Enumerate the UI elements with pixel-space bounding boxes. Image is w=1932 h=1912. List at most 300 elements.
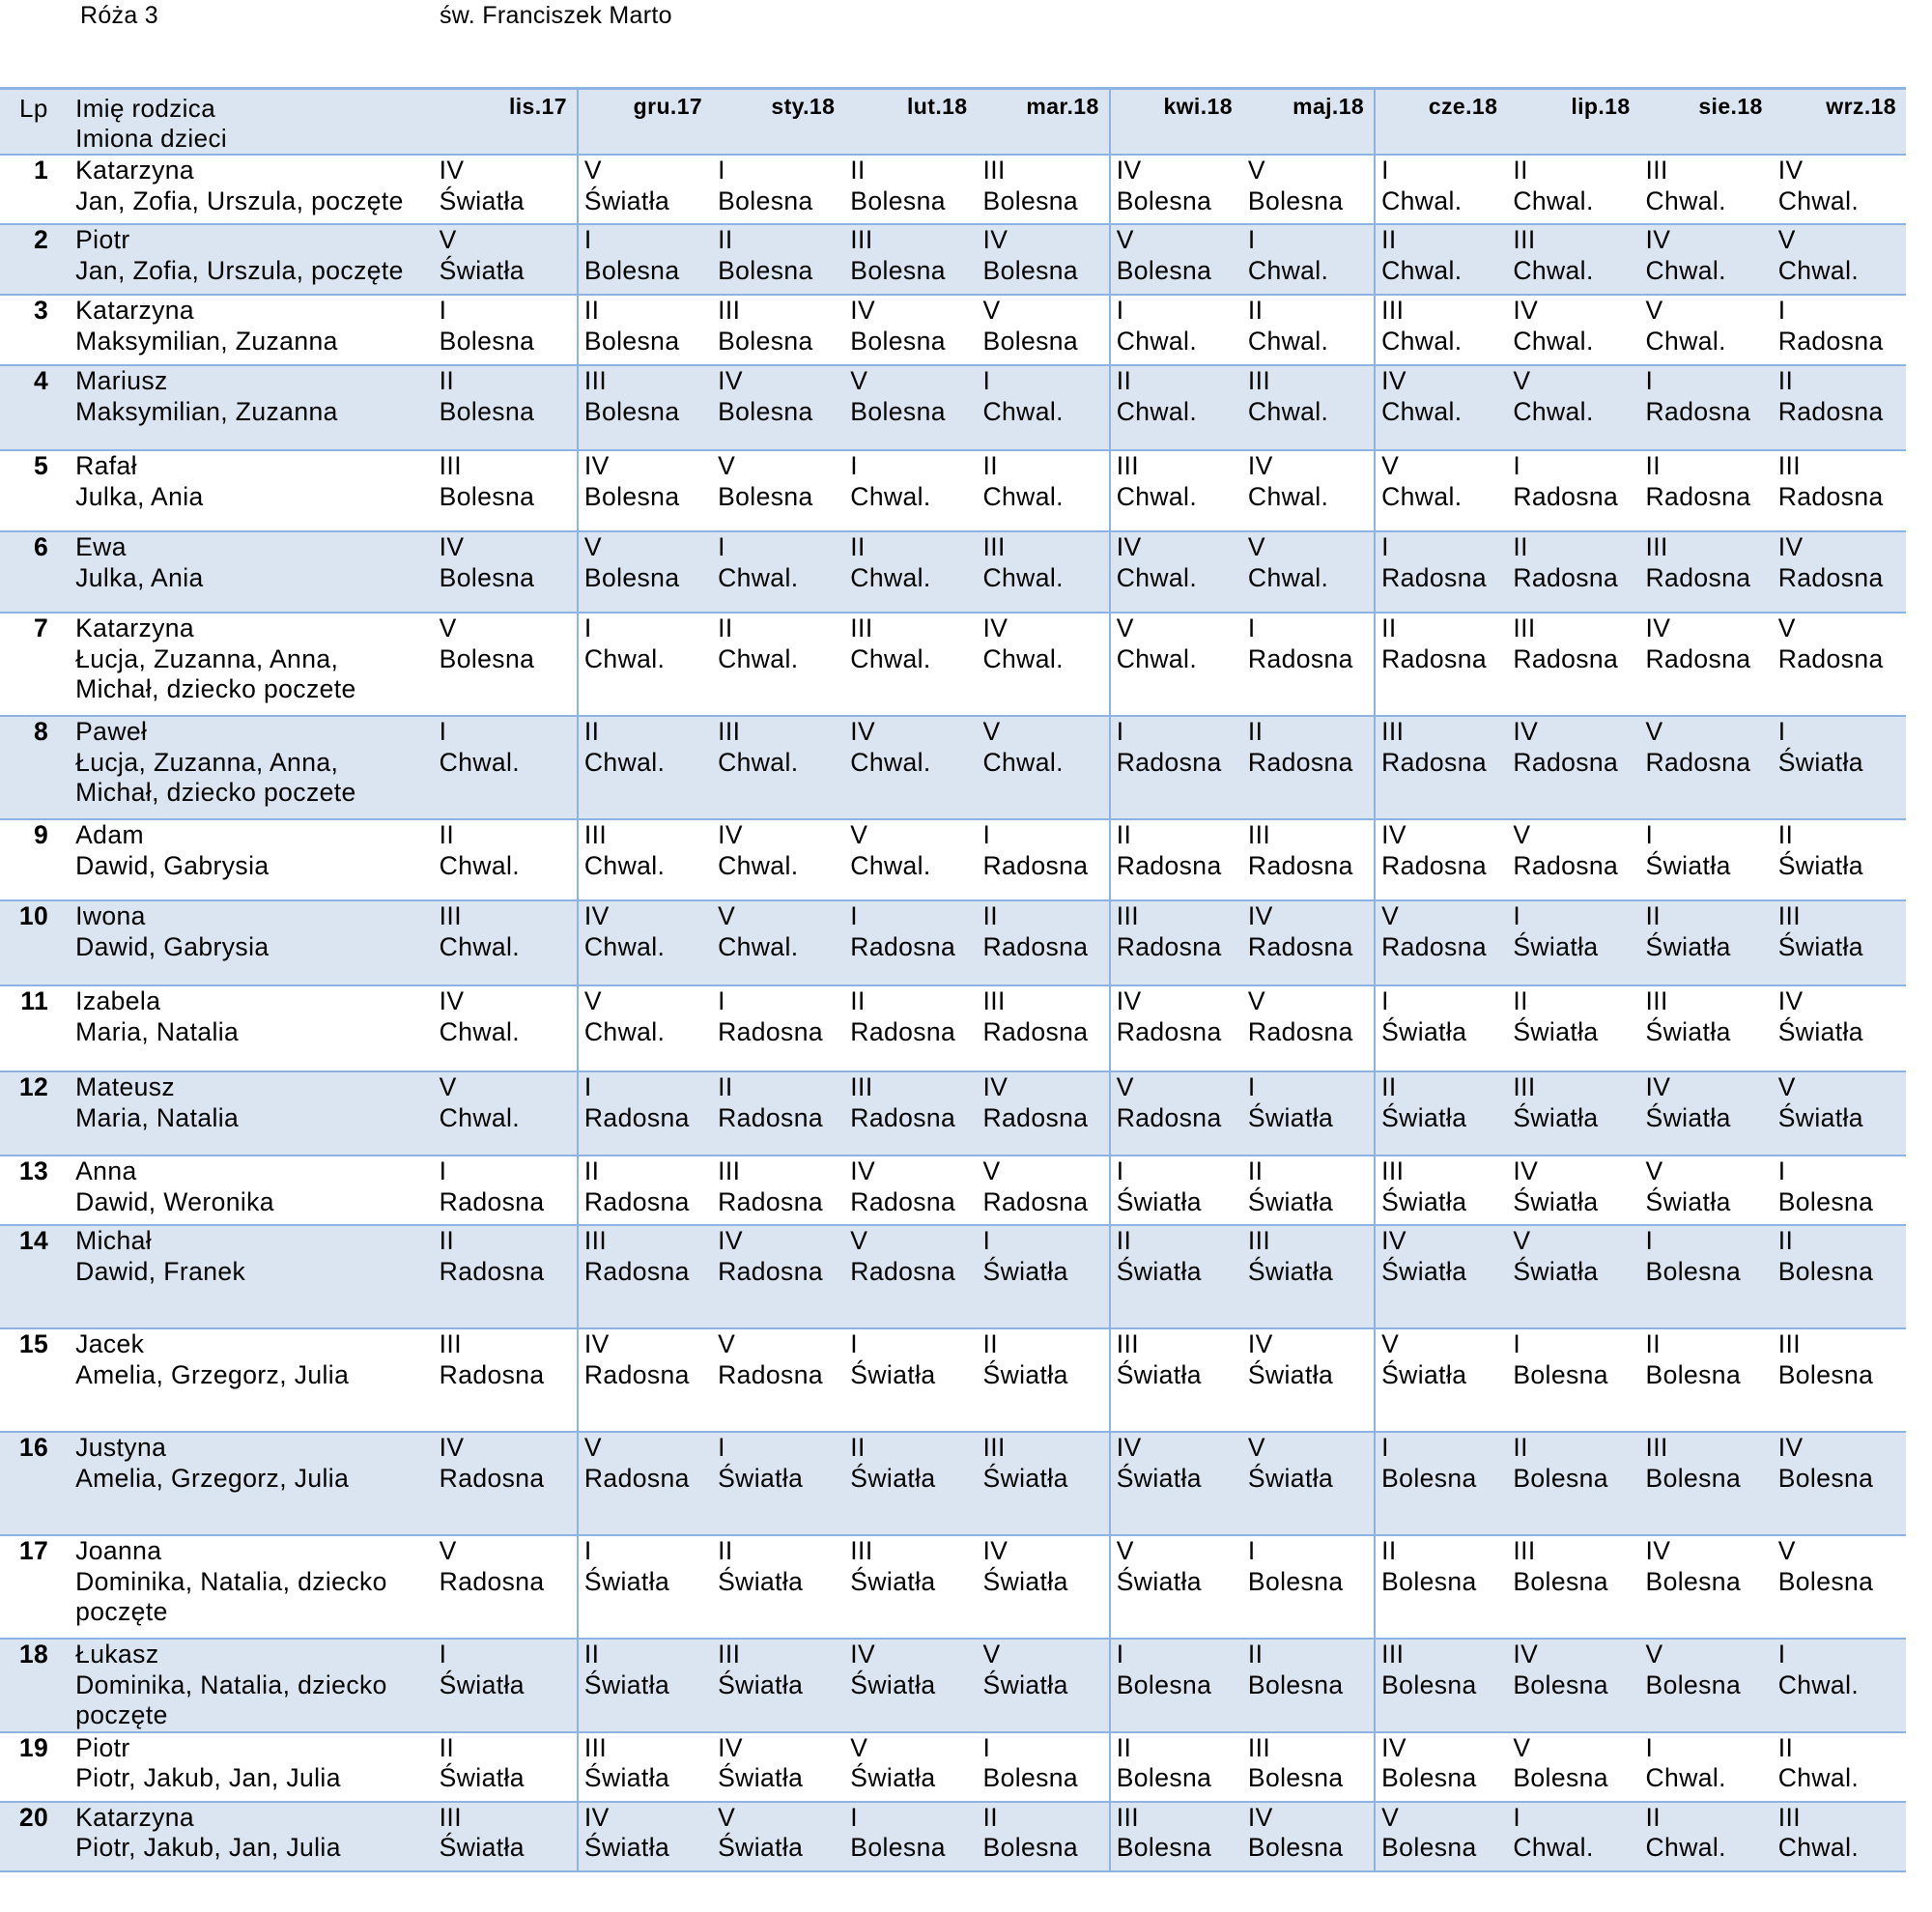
mystery-number: III [1116,901,1139,930]
mystery-number: II [1645,901,1662,930]
parent-name: Piotr [75,1732,130,1762]
mystery-cell [978,1432,1110,1535]
mystery-part: Bolesna [1777,1256,1874,1286]
mystery-number: V [718,901,736,930]
mystery-part: Radosna [583,1186,690,1216]
row-number: 8 [33,717,49,746]
mystery-number: V [439,1536,457,1565]
mystery-part: Radosna [718,1256,823,1286]
mystery-part: Chwal. [1777,1833,1860,1862]
mystery-cell [844,819,977,900]
mystery-number: V [1645,296,1663,325]
parent-name: Katarzyna [75,1802,195,1832]
month-header: lip.18 [1571,94,1631,119]
month-header: sie.18 [1698,94,1763,119]
mystery-part: Chwal. [718,562,799,592]
mystery-part: Światła [850,1763,936,1792]
mystery-number: I [1381,1433,1389,1462]
mystery-cell [578,295,712,365]
children-names: Amelia, Grzegorz, Julia [75,1463,350,1493]
mystery-cell [1773,1432,1906,1535]
mystery-part: Światła [1116,1186,1202,1216]
mystery-cell [578,1639,712,1732]
mystery-cell [1242,1071,1375,1156]
mystery-number: III [982,1433,1006,1462]
mystery-cell [434,531,578,613]
mystery-part: Światła [718,1463,804,1493]
mystery-number: I [583,1536,592,1565]
mystery-number: IV [1247,1802,1273,1832]
mystery-cell [1375,900,1507,985]
children-names: Maksymilian, Zuzanna [75,396,338,426]
mystery-cell [978,1225,1110,1328]
mystery-number: II [850,1433,866,1462]
mystery-number: IV [1645,614,1671,642]
mystery-part: Radosna [1777,396,1884,426]
mystery-part: Światła [1777,1102,1863,1132]
mystery-number: II [850,986,866,1015]
mystery-part: Radosna [1116,850,1222,880]
mystery-cell [1110,450,1242,531]
mystery-cell [434,1639,578,1732]
mystery-cell [434,1071,578,1156]
mystery-number: IV [982,225,1009,254]
mystery-number: V [1116,1536,1134,1565]
mystery-part: Radosna [583,1256,690,1286]
mystery-part: Chwal. [1645,326,1726,356]
mystery-cell [978,613,1110,716]
table-row [0,716,1906,819]
mystery-number: V [1777,614,1796,642]
table-row [0,1639,1906,1732]
children-names: Michał, dziecko poczete [75,778,356,807]
mystery-cell [1773,224,1906,295]
mystery-part: Światła [718,1763,804,1792]
mystery-part: Chwal. [850,643,931,673]
mystery-part: Bolesna [982,1763,1079,1792]
mystery-part: Światła [1513,1102,1599,1132]
mystery-cell [844,1225,977,1328]
mystery-number: IV [718,1226,743,1255]
mystery-number: II [1645,451,1662,480]
mystery-number: II [583,296,600,325]
mystery-part: Światła [1645,931,1731,961]
mystery-cell [1640,295,1773,365]
parent-name: Anna [75,1156,137,1185]
mystery-number: I [583,614,592,642]
mystery-part: Bolesna [1247,1566,1344,1596]
mystery-part: Światła [850,1463,936,1493]
mystery-number: IV [1777,532,1804,561]
mystery-number: II [1513,156,1528,185]
mystery-part: Radosna [1381,850,1487,880]
mystery-part: Światła [1777,931,1863,961]
mystery-number: III [1247,1732,1271,1762]
mystery-number: II [982,1802,999,1832]
mystery-cell [1375,365,1507,450]
mystery-cell [1242,1802,1375,1871]
mystery-number: I [1116,296,1124,325]
mystery-part: Światła [439,1763,525,1792]
mystery-cell [1640,224,1773,295]
mystery-part: Radosna [850,1256,956,1286]
mystery-number: I [439,717,447,746]
mystery-number: I [850,451,859,480]
children-names: poczęte [75,1700,168,1729]
mystery-number: V [1381,901,1400,930]
mystery-cell [1110,155,1242,224]
mystery-part: Chwal. [1513,326,1594,356]
children-names: Piotr, Jakub, Jan, Julia [75,1833,341,1862]
mystery-number: V [439,614,457,642]
mystery-cell [978,900,1110,985]
names-cell [73,1639,434,1732]
mystery-cell [578,1328,712,1432]
mystery-cell [434,1535,578,1639]
mystery-cell [434,1802,578,1871]
mystery-number: IV [1381,366,1406,395]
mystery-part: Radosna [850,1102,956,1132]
mystery-part: Radosna [1247,850,1353,880]
mystery-part: Radosna [1381,931,1487,961]
mystery-number: III [1247,366,1271,395]
mystery-cell [1110,613,1242,716]
row-number: 13 [18,1156,49,1185]
parent-header: Imię rodzica [75,94,216,123]
mystery-part: Światła [1381,1256,1467,1286]
mystery-number: II [1247,717,1264,746]
mystery-cell [712,1432,844,1535]
mystery-part: Światła [583,1833,670,1862]
mystery-cell [844,365,977,450]
mystery-number: II [850,532,866,561]
mystery-number: IV [439,1433,465,1462]
mystery-part: Chwal. [1777,1763,1860,1792]
mystery-part: Chwal. [1247,326,1329,356]
parent-name: Joanna [75,1536,162,1565]
mystery-number: II [1381,614,1397,642]
names-cell [73,1071,434,1156]
mystery-number: III [982,532,1006,561]
mystery-cell [844,155,977,224]
table-row [0,1071,1906,1156]
mystery-part: Radosna [583,1359,690,1389]
mystery-cell [978,1328,1110,1432]
mystery-part: Bolesna [850,396,946,426]
mystery-number: II [1247,1156,1264,1185]
mystery-number: III [718,1640,741,1669]
mystery-part: Chwal. [439,1102,521,1132]
mystery-cell [978,1535,1110,1639]
children-names: Łucja, Zuzanna, Anna, [75,643,339,673]
mystery-part: Światła [1381,1102,1467,1132]
names-cell [73,985,434,1071]
parent-name: Piotr [75,225,130,254]
row-number: 17 [18,1536,49,1565]
mystery-number: IV [1513,717,1539,746]
children-header: Imiona dzieci [75,124,228,153]
mystery-number: IV [1381,1732,1406,1762]
mystery-part: Chwal. [1777,1669,1860,1699]
month-header: maj.18 [1293,94,1365,119]
mystery-cell [712,531,844,613]
mystery-cell [1375,1732,1507,1802]
mystery-cell [1773,716,1906,819]
children-names: Piotr, Jakub, Jan, Julia [75,1763,341,1792]
mystery-number: III [583,1226,608,1255]
mystery-cell [1507,365,1639,450]
mystery-part: Radosna [718,1016,823,1046]
mystery-number: IV [1777,156,1804,185]
mystery-cell [844,716,977,819]
mystery-number: I [1645,820,1654,849]
mystery-part: Radosna [718,1359,823,1389]
mystery-cell [1773,531,1906,613]
mystery-cell [1507,900,1639,985]
mystery-number: IV [1247,1329,1273,1358]
mystery-cell [1640,365,1773,450]
mystery-part: Światła [1247,1256,1334,1286]
mystery-number: V [1645,1640,1663,1669]
mystery-cell [1110,1225,1242,1328]
mystery-number: III [1777,1329,1802,1358]
mystery-part: Bolesna [982,255,1079,285]
mystery-part: Bolesna [1381,1669,1477,1699]
mystery-number: III [1247,820,1271,849]
mystery-part: Chwal. [850,747,931,777]
row-number: 6 [33,532,49,561]
mystery-number: IV [1513,1640,1539,1669]
mystery-number: III [439,1329,462,1358]
mystery-part: Bolesna [583,562,680,592]
mystery-part: Bolesna [718,396,813,426]
mystery-part: Bolesna [1381,1566,1477,1596]
mystery-number: IV [718,1732,743,1762]
mystery-number: I [1116,1640,1124,1669]
mystery-cell [1640,531,1773,613]
mystery-part: Radosna [1116,931,1222,961]
mystery-part: Radosna [439,1359,545,1389]
names-cell [73,224,434,295]
mystery-cell [1375,613,1507,716]
mystery-part: Chwal. [850,850,931,880]
row-number: 2 [33,225,49,254]
mystery-part: Radosna [850,931,956,961]
mystery-part: Chwal. [718,931,799,961]
mystery-part: Bolesna [1247,1833,1344,1862]
mystery-cell [978,1802,1110,1871]
parent-name: Jacek [75,1329,145,1358]
names-cell [73,1225,434,1328]
mystery-number: V [1116,614,1134,642]
mystery-number: V [1381,1802,1400,1832]
rose-label: Róża 3 [80,2,159,29]
mystery-cell [1773,1328,1906,1432]
mystery-part: Bolesna [1381,1833,1477,1862]
row-number: 11 [20,986,49,1015]
mystery-cell [1507,613,1639,716]
row-number: 14 [18,1226,49,1255]
mystery-cell [1375,985,1507,1071]
mystery-number: III [439,1802,462,1832]
mystery-number: II [850,156,866,185]
mystery-cell [1640,985,1773,1071]
mystery-part: Chwal. [583,643,666,673]
mystery-number: I [982,366,991,395]
mystery-number: I [1381,156,1389,185]
row-number: 5 [33,451,49,480]
mystery-part: Bolesna [1513,1669,1608,1699]
table-row [0,1535,1906,1639]
mystery-number: IV [1116,156,1142,185]
mystery-part: Radosna [982,850,1089,880]
mystery-cell [1375,1535,1507,1639]
month-header: wrz.18 [1826,94,1896,119]
mystery-part: Światła [583,1669,670,1699]
mystery-number: V [982,717,1001,746]
mystery-number: III [1513,225,1536,254]
children-names: Julka, Ania [75,562,204,592]
mystery-cell [578,613,712,716]
month-header: sty.18 [771,94,836,119]
mystery-number: IV [982,1536,1009,1565]
mystery-number: II [583,717,600,746]
mystery-number: V [850,1732,868,1762]
mystery-cell [578,1732,712,1802]
names-cell [73,613,434,716]
mystery-part: Chwal. [439,931,521,961]
mystery-number: III [982,156,1006,185]
mystery-number: I [1247,1536,1256,1565]
mystery-cell [1110,531,1242,613]
mystery-number: IV [1247,901,1273,930]
mystery-cell [434,155,578,224]
mystery-number: III [718,717,741,746]
mystery-number: III [1513,1536,1536,1565]
mystery-cell [1640,1802,1773,1871]
mystery-number: II [1116,1226,1132,1255]
mystery-part: Chwal. [1247,562,1329,592]
table-row [0,819,1906,900]
mystery-cell [712,1071,844,1156]
names-cell [73,1156,434,1225]
mystery-number: V [718,1329,736,1358]
mystery-cell [1507,1639,1639,1732]
table-row [0,224,1906,295]
mystery-part: Bolesna [1116,1763,1212,1792]
mystery-number: IV [850,717,876,746]
mystery-cell [1242,1328,1375,1432]
mystery-number: V [583,532,602,561]
mystery-number: II [982,901,999,930]
mystery-part: Światła [1247,1359,1334,1389]
mystery-part: Światła [1381,1359,1467,1389]
mystery-number: I [1513,1329,1521,1358]
mystery-part: Chwal. [1116,481,1198,511]
mystery-part: Chwal. [1247,396,1329,426]
mystery-number: II [1381,225,1397,254]
parent-name: Paweł [75,717,148,746]
mystery-part: Bolesna [1645,1566,1742,1596]
mystery-cell [844,985,977,1071]
mystery-number: IV [439,532,465,561]
children-names: Jan, Zofia, Urszula, poczęte [75,255,404,285]
mystery-number: IV [1381,1226,1406,1255]
mystery-part: Światła [718,1669,804,1699]
mystery-number: III [583,820,608,849]
mystery-part: Bolesna [1116,255,1212,285]
mystery-part: Chwal. [583,931,666,961]
mystery-cell [1375,155,1507,224]
mystery-number: IV [583,1329,610,1358]
mystery-cell [1507,1156,1639,1225]
mystery-number: I [1645,366,1654,395]
mystery-part: Bolesna [982,185,1079,215]
mystery-number: II [1116,366,1132,395]
parent-name: Michał [75,1226,153,1255]
mystery-cell [1242,450,1375,531]
mystery-part: Światła [850,1669,936,1699]
mystery-part: Chwal. [982,747,1064,777]
mystery-cell [844,900,977,985]
mystery-number: II [718,225,733,254]
mystery-part: Światła [850,1359,936,1389]
mystery-part: Radosna [1247,643,1353,673]
mystery-cell [1110,1732,1242,1802]
row-number: 20 [18,1802,49,1832]
mystery-number: V [1116,1072,1134,1101]
mystery-cell [978,1071,1110,1156]
mystery-cell [1507,1225,1639,1328]
mystery-part: Światła [1645,1016,1731,1046]
mystery-part: Radosna [1513,850,1619,880]
mystery-number: I [718,532,725,561]
mystery-part: Światła [1116,1359,1202,1389]
mystery-part: Bolesna [439,396,535,426]
mystery-cell [978,1156,1110,1225]
mystery-number: II [1645,1802,1662,1832]
mystery-number: I [1777,1640,1786,1669]
mystery-cell [578,1156,712,1225]
mystery-part: Światła [1247,1463,1334,1493]
mystery-part: Światła [718,1833,804,1862]
parent-name: Katarzyna [75,614,195,642]
mystery-cell [434,819,578,900]
mystery-number: III [718,296,741,325]
mystery-cell [1110,1639,1242,1732]
mystery-number: II [1116,1732,1132,1762]
mystery-number: I [850,1802,859,1832]
mystery-cell [1773,819,1906,900]
mystery-part: Światła [1513,931,1599,961]
mystery-cell [578,1535,712,1639]
mystery-part: Bolesna [1116,1669,1212,1699]
children-names: Michał, dziecko poczete [75,674,356,703]
name-header [73,89,434,156]
month-header: lut.18 [907,94,968,119]
parent-name: Mateusz [75,1072,176,1101]
mystery-part: Światła [439,1833,525,1862]
row-number: 16 [18,1433,49,1462]
mystery-cell [1110,1328,1242,1432]
mystery-number: I [439,296,447,325]
mystery-cell [1507,155,1639,224]
mystery-cell [578,900,712,985]
mystery-number: II [718,1536,733,1565]
mystery-number: IV [718,366,743,395]
mystery-part: Bolesna [1381,1763,1477,1792]
mystery-cell [578,1802,712,1871]
